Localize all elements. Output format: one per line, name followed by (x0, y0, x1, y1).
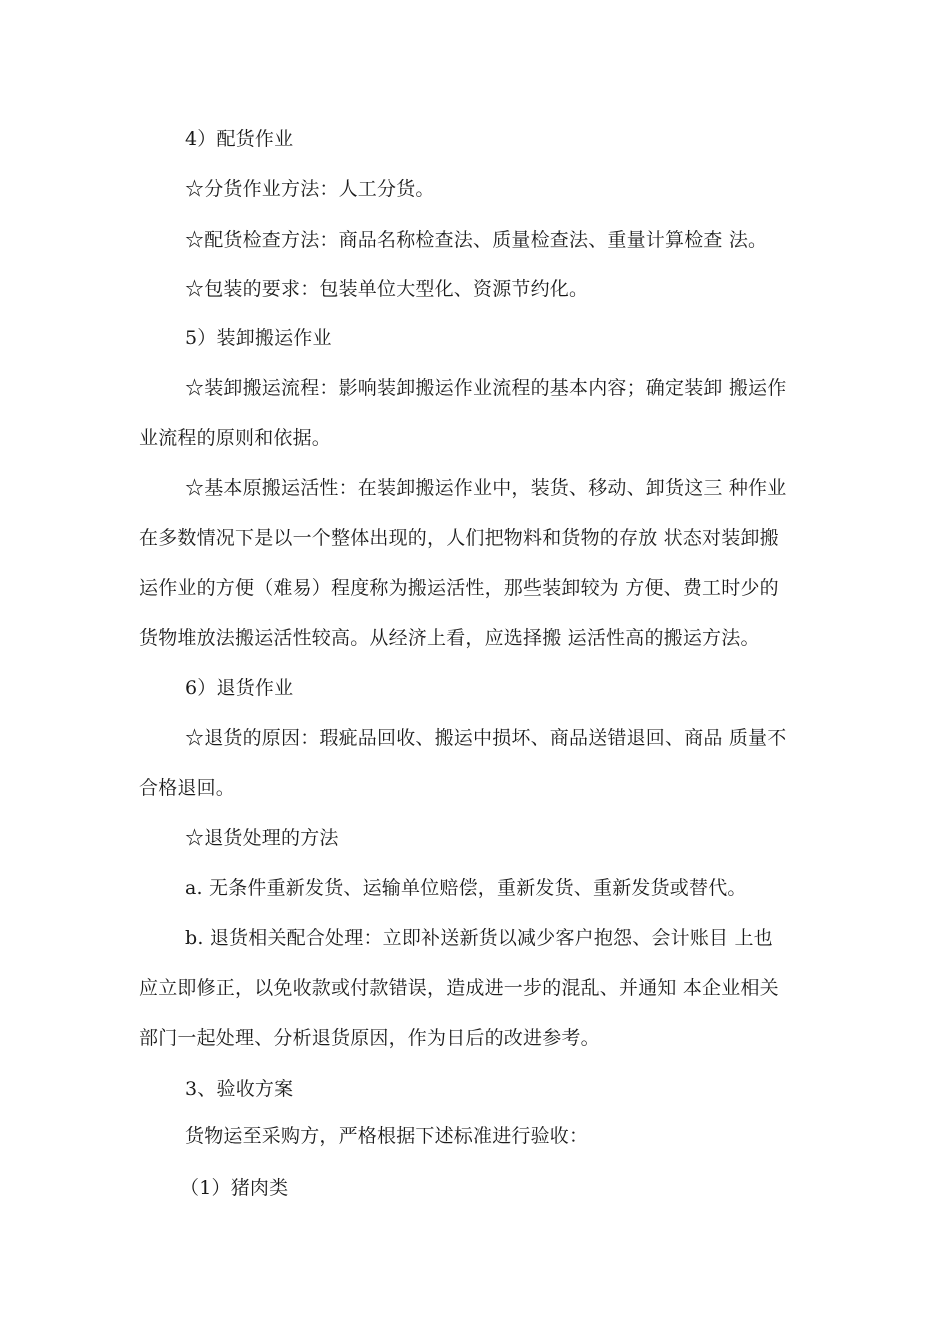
paragraph-handling-process-line1: ☆装卸搬运流程：影响装卸搬运作业流程的基本内容；确定装卸 搬运作 (185, 377, 787, 399)
list-item-b-line1: b. 退货相关配合处理：立即补送新货以减少客户抱怨、会计账目 上也 (185, 927, 773, 949)
heading-6-returns: 6）退货作业 (185, 677, 294, 699)
paragraph-return-methods: ☆退货处理的方法 (185, 827, 339, 849)
paragraph-activity-line4: 货物堆放法搬运活性较高。从经济上看，应选择搬 运活性高的搬运方法。 (139, 627, 760, 649)
paragraph-handling-process-line2: 业流程的原则和依据。 (139, 427, 332, 449)
paragraph-activity-line1: ☆基本原搬运活性：在装卸搬运作业中，装货、移动、卸货这三 种作业 (185, 477, 787, 499)
paragraph-sorting-method: ☆分货作业方法：人工分货。 (185, 178, 435, 200)
subheading-pork: （1）猪肉类 (180, 1177, 289, 1199)
paragraph-packaging-requirement: ☆包装的要求：包装单位大型化、资源节约化。 (185, 278, 589, 300)
paragraph-activity-line3: 运作业的方便（难易）程度称为搬运活性，那些装卸较为 方便、费工时少的 (139, 577, 779, 599)
list-item-a: a. 无条件重新发货、运输单位赔偿，重新发货、重新发货或替代。 (185, 877, 747, 899)
paragraph-return-reasons-line1: ☆退货的原因：瑕疵品回收、搬运中损坏、商品送错退回、商品 质量不 (185, 727, 787, 749)
list-item-b-line3: 部门一起处理、分析退货原因，作为日后的改进参考。 (139, 1027, 600, 1049)
heading-4-distribution: 4）配货作业 (185, 128, 294, 150)
paragraph-activity-line2: 在多数情况下是以一个整体出现的，人们把物料和货物的存放 状态对装卸搬 (139, 527, 779, 549)
list-item-b-line2: 应立即修正，以免收款或付款错误，造成进一步的混乱、并通知 本企业相关 (139, 977, 779, 999)
paragraph-return-reasons-line2: 合格退回。 (139, 777, 236, 799)
paragraph-acceptance-intro: 货物运至采购方，严格根据下述标准进行验收： (185, 1125, 589, 1147)
heading-5-handling: 5）装卸搬运作业 (185, 327, 332, 349)
paragraph-inspection-method: ☆配货检查方法：商品名称检查法、质量检查法、重量计算检查 法。 (185, 229, 768, 251)
heading-3-acceptance: 3、验收方案 (185, 1078, 294, 1100)
